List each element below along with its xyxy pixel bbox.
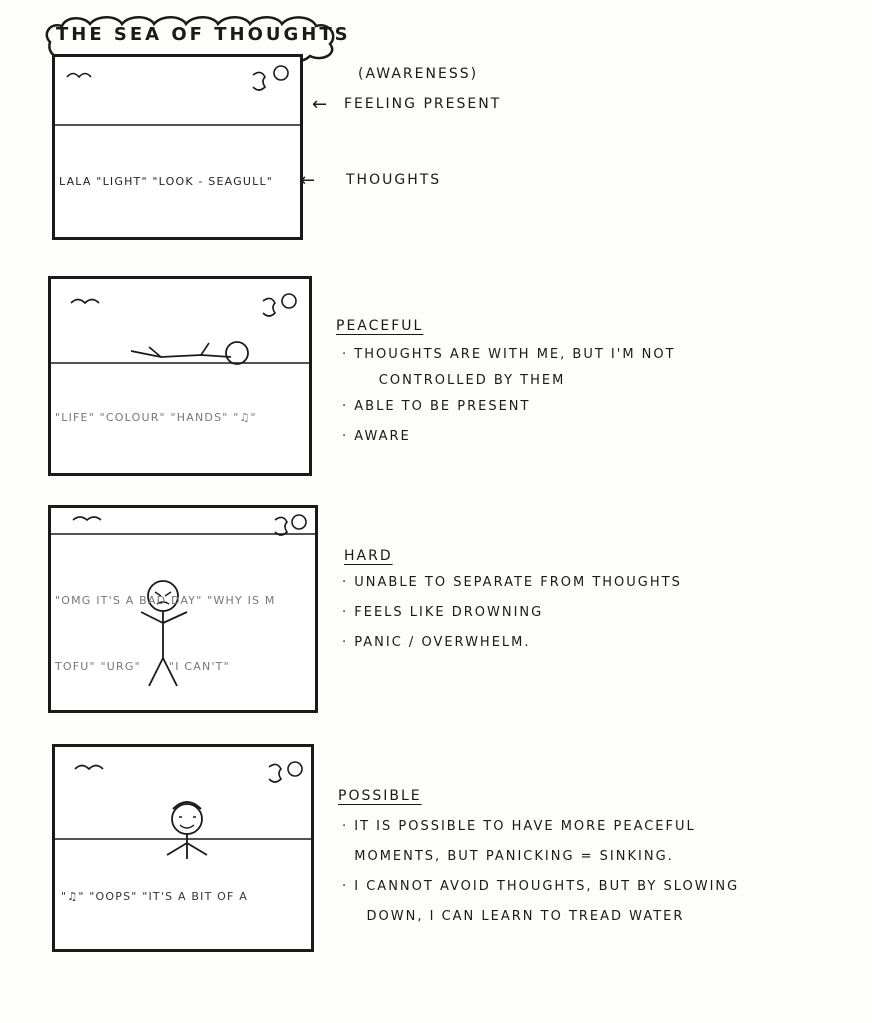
annotation-awareness: (AWARENESS) <box>358 66 479 82</box>
hard-heading: HARD <box>344 548 393 564</box>
note-item: · THOUGHTS ARE WITH ME, BUT I'M NOT <box>342 347 676 362</box>
sea-line <box>59 234 273 240</box>
sun-icon <box>288 762 302 776</box>
sea-line: "LIFE" "COLOUR" "HANDS" "♫" <box>55 411 257 424</box>
seagull-icon <box>71 300 99 304</box>
arrow-left-icon: ← <box>300 170 316 191</box>
sea-line <box>61 947 263 952</box>
note-item: · IT IS POSSIBLE TO HAVE MORE PEACEFUL <box>342 819 696 834</box>
face-icon <box>226 342 248 364</box>
sea-line: "♫" "OOPS" "IT'S A BIT OF A <box>61 890 248 903</box>
sea-line <box>55 470 293 476</box>
arrow-left-icon: ← <box>312 94 328 115</box>
possible-notes <box>342 812 739 932</box>
floating-figure-body <box>131 351 231 357</box>
sea-line: "OMG IT'S A BAD DAY" "WHY IS M <box>55 594 276 607</box>
note-item: · UNABLE TO SEPARATE FROM THOUGHTS <box>342 575 682 590</box>
peaceful-heading: PEACEFUL <box>336 318 424 334</box>
note-item: · ABLE TO BE PRESENT <box>342 399 531 414</box>
panel-possible <box>52 744 314 952</box>
sun-icon <box>263 298 275 316</box>
sun-icon <box>292 515 306 529</box>
note-item: · AWARE <box>342 429 411 444</box>
sea-thoughts-text <box>59 129 273 240</box>
panel-peaceful <box>48 276 312 476</box>
sea-line: LALA "LIGHT" "LOOK - SEAGULL" <box>59 175 274 188</box>
panel-awareness <box>52 54 303 240</box>
sea-thoughts-text <box>55 546 289 713</box>
seagull-icon <box>73 517 101 520</box>
sun-icon <box>274 66 288 80</box>
smiling-face-icon <box>172 804 202 834</box>
sea-thoughts-text <box>55 365 293 476</box>
sun-icon <box>269 764 281 782</box>
sun-icon <box>282 294 296 308</box>
annotation-thoughts: THOUGHTS <box>346 172 442 188</box>
note-item: · FEELS LIKE DROWNING <box>342 605 544 620</box>
panel-hard <box>48 505 318 713</box>
peaceful-notes <box>342 340 676 452</box>
sea-line: TOFU" "URG" "I CAN'T" <box>55 660 230 673</box>
hard-notes <box>342 568 682 658</box>
note-item: · I CANNOT AVOID THOUGHTS, BUT BY SLOWING <box>342 879 740 894</box>
seagull-icon <box>75 766 103 770</box>
annotation-feeling-present: FEELING PRESENT <box>344 96 502 112</box>
sun-icon <box>275 517 287 535</box>
sun-icon <box>253 72 265 90</box>
page-title: THE SEA OF THOUGHTS <box>56 24 351 45</box>
sea-thoughts-text <box>61 847 263 952</box>
seagull-icon <box>67 74 91 78</box>
note-item: MOMENTS, BUT PANICKING = SINKING. <box>342 849 674 864</box>
note-item: DOWN, I CAN LEARN TO TREAD WATER <box>342 909 685 924</box>
note-item: · PANIC / OVERWHELM. <box>342 635 531 650</box>
note-item: CONTROLLED BY THEM <box>342 373 566 388</box>
possible-heading: POSSIBLE <box>338 788 422 804</box>
